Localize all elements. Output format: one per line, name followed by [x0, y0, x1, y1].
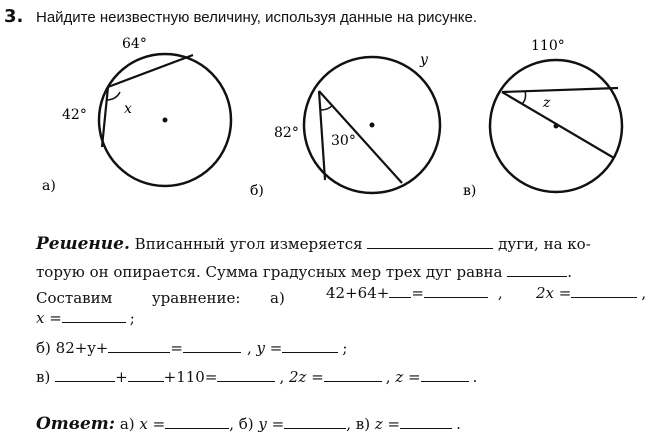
- center-b: [370, 123, 375, 128]
- figure-c: [463, 38, 622, 199]
- letter: в): [36, 368, 51, 386]
- task-number: 3.: [4, 6, 24, 27]
- equation-a: [326, 283, 503, 302]
- figure-b: [250, 52, 440, 199]
- angle-arc-b: [321, 105, 333, 110]
- label-x: x: [124, 101, 132, 117]
- blank[interactable]: [324, 367, 382, 382]
- blank[interactable]: [507, 262, 567, 277]
- label-z: z: [543, 95, 551, 111]
- solution-line-2: [36, 262, 572, 281]
- angle-arc-c: [522, 91, 526, 104]
- solution-line-5: [36, 338, 347, 357]
- text: .: [567, 263, 573, 281]
- expr: z =: [395, 368, 421, 386]
- blank[interactable]: [183, 338, 241, 353]
- semicolon: ;: [129, 309, 135, 327]
- label-82: 82°: [274, 125, 299, 141]
- letter: , б): [229, 415, 254, 433]
- text: дуги, на ко-: [498, 235, 591, 253]
- blank[interactable]: [217, 367, 275, 382]
- text: Вписанный угол измеряется: [134, 235, 363, 253]
- blank[interactable]: [62, 308, 126, 323]
- blank[interactable]: [284, 414, 346, 429]
- center-a: [163, 118, 168, 123]
- center-c: [554, 124, 559, 129]
- label-64: 64°: [122, 36, 147, 52]
- text: уравнение:: [151, 289, 241, 307]
- chord-b-left: [319, 91, 325, 180]
- blank[interactable]: [424, 283, 488, 298]
- comma: ,: [497, 284, 503, 302]
- blank[interactable]: [128, 367, 164, 382]
- letter: б): [36, 339, 51, 357]
- expr: y =: [256, 339, 283, 357]
- text: а): [270, 289, 285, 307]
- comma: ,: [641, 284, 647, 302]
- answer-heading: Ответ:: [36, 414, 116, 434]
- figure-a: [42, 36, 231, 194]
- period: .: [456, 415, 461, 433]
- expr: y =: [258, 415, 285, 433]
- blank[interactable]: [108, 338, 170, 353]
- blank[interactable]: [165, 414, 229, 429]
- chord-c-top: [502, 88, 618, 92]
- solution-heading: Решение.: [36, 234, 130, 254]
- blank[interactable]: [282, 338, 338, 353]
- figure-a-letter: а): [42, 178, 56, 194]
- expr: 2z =: [289, 368, 324, 386]
- blank[interactable]: [571, 283, 637, 298]
- figure-b-letter: б): [250, 183, 264, 199]
- comma: ,: [246, 339, 252, 357]
- solution-line-4: [36, 308, 135, 327]
- figure-c-letter: в): [463, 183, 477, 199]
- expr: 2x =: [536, 284, 572, 302]
- period: .: [472, 368, 478, 386]
- comma: ,: [279, 368, 285, 386]
- expr: x =: [36, 309, 62, 327]
- solution-line-6: [36, 367, 477, 386]
- letter: , в): [346, 415, 371, 433]
- task-prompt: Найдите неизвестную величину, используя данные на рисунке.: [36, 9, 477, 26]
- expr: 82+y+: [55, 339, 109, 357]
- figures: [0, 30, 660, 210]
- equation-2x: [536, 283, 646, 302]
- expr: +110=: [163, 368, 218, 386]
- label-y: y: [420, 52, 428, 68]
- label-42: 42°: [62, 107, 87, 123]
- plus: +: [115, 368, 128, 386]
- solution-line-1: [36, 234, 591, 254]
- expr: x =: [139, 415, 166, 433]
- text: торую он опирается. Сумма градусных мер трех дуг равна: [36, 263, 503, 281]
- label-30: 30°: [331, 133, 356, 149]
- letter: а): [119, 415, 135, 433]
- blank[interactable]: [367, 234, 493, 249]
- blank[interactable]: [55, 367, 115, 382]
- semicolon: ;: [342, 339, 348, 357]
- blank[interactable]: [389, 283, 411, 298]
- eq: =: [411, 284, 424, 302]
- label-110: 110°: [531, 38, 565, 54]
- blank[interactable]: [421, 367, 469, 382]
- answer-line: [36, 414, 461, 434]
- expr: 42+64+: [326, 284, 390, 302]
- text: Составим: [36, 289, 113, 307]
- expr: z =: [374, 415, 401, 433]
- solution-line-3: [36, 289, 285, 307]
- comma: ,: [385, 368, 391, 386]
- eq: =: [170, 339, 183, 357]
- blank[interactable]: [400, 414, 452, 429]
